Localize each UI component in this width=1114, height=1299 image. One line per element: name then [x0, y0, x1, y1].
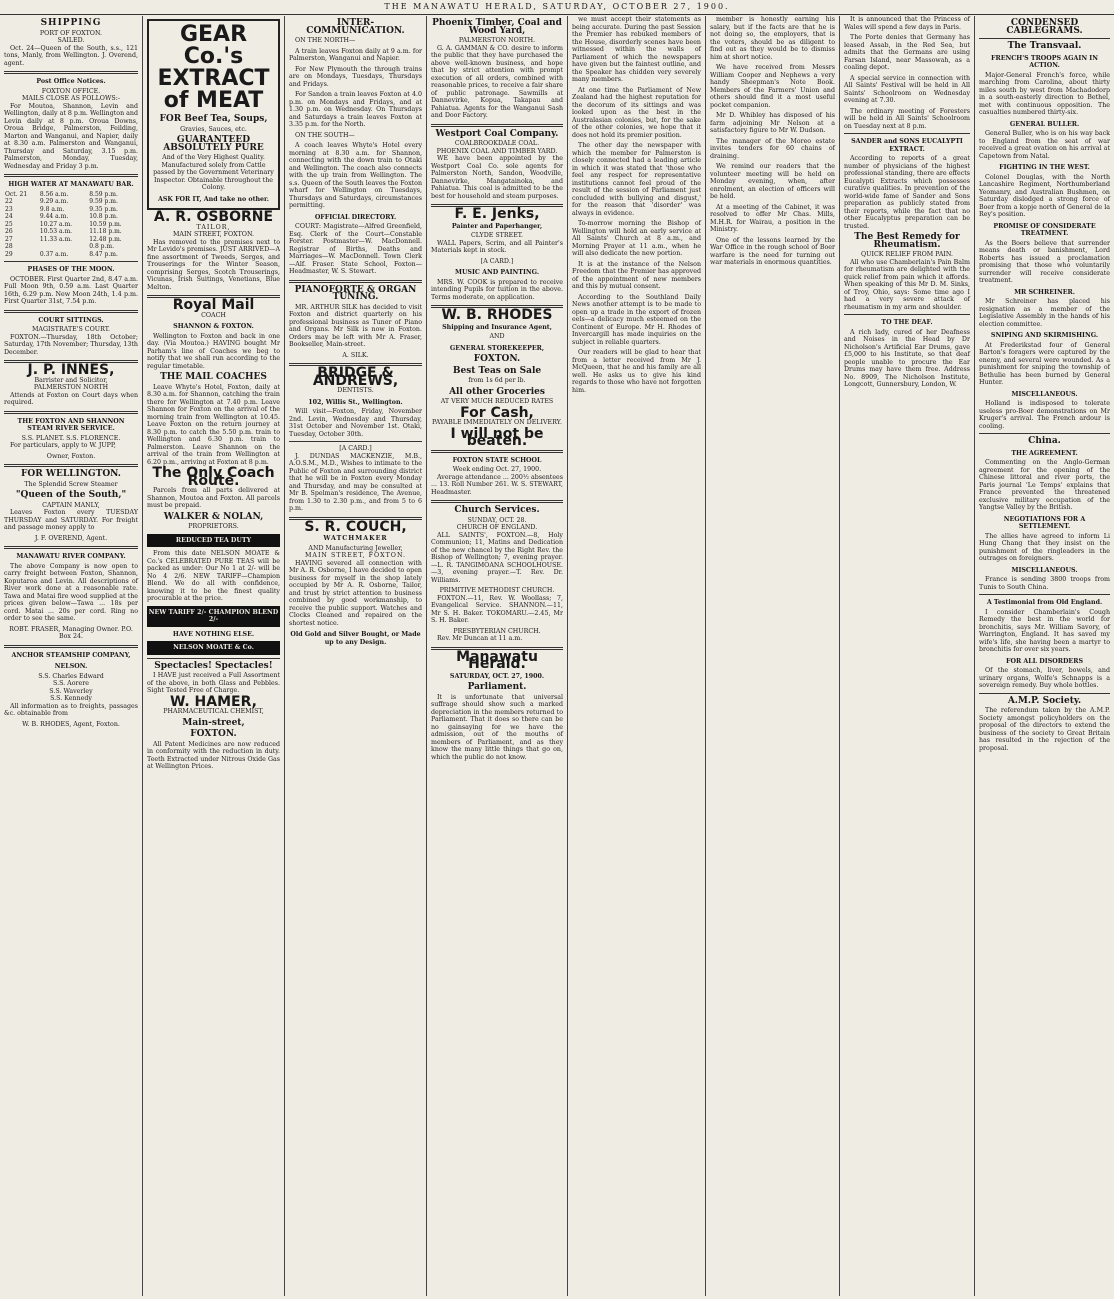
- column-4: Phoenix Timber, Coal and Wood Yard, PALMERSTON NORTH. G. A. GAMMAN & CO. desire to inform the public that they have purchased the above well-known business, and hope that by strict attention with prompt execution of all orders, combined with reasonable prices, to receive a fair share of public patronage. Sawmills at Dannevirke, Kopua, Takapau and Pahiatua. Agents for the Wanganui Sash and Door Factory. Westport Coal Company. COALBROOKDALE COAL. PHOENIX COAL AND TIMBER YARD. WE have been appointed by the Westport Coal Co. sole agents for Palmerston North, Sandon, Woodville, Dannevirke, Mangatainoka, and Pahiatua. This coal is admitted to be the best for household and steam purposes. F. E. Jenks, Painter and Paperhanger, CLYDE STREET. WALL Papers, Scrim, and all Painter's Materials kept in stock. [A CARD.] MUSIC AND PAINTING. MRS. W. COOK is prepared to receive intending Pupils for tuition in the above. Terms moderate, on application. W. B. RHODES Shipping and Insurance Agent, AND GENERAL STOREKEEPER, FOXTON. Best Teas on Sale from 1s 6d per lb. All other Groceries AT VERY MUCH REDUCED RATES For Cash, PAYABLE IMMEDIATELY ON DELIVERY. I will not be beaten. FOXTON STATE SCHOOL Week ending Oct. 27, 1900. Average attendance ... 200½ absentees ... 13. Roll Number 261. W. S. STEWART, Headmaster. Church Services. SUNDAY, OCT. 28. CHURCH OF ENGLAND. ALL SAINTS', FOXTON.—8, Holy Communion; 11, Matins and Dedication of the new chancel by the Right Rev. the Bishop of Wellington; 7, evening prayer.—L. R. TANGIMOANA SCHOOLHOUSE.—3, evening prayer.—T. Rev. Dr. Williams. PRIMITIVE METHODIST CHURCH. FOXTON.—11, Rev. W. Woollass; 7, Evangelical Service. SHANNON.—11, Mr S. H. Baker. TOKOMARU.—2.45, Mr S. H. Baker. PRESBYTERIAN CHURCH. Rev. Mr Duncan at 11 a.m. Manawatu Herald. SATURDAY, OCT. 27, 1900. Parliament. It is unfortunate that universal suffrage should show such a marked depreciation in the members returned to Parliament. That it does so there can be no gainsaying for we have the admission, out of the mouths of members of Parliament, and as they know the many little things that go on, which the public do not know.: [427, 16, 568, 1296]
- royal-mail-heading: Royal Mail: [172, 297, 255, 313]
- nelson-label: NELSON.: [54, 663, 88, 670]
- osborne-heading: A. R. OSBORNE: [153, 209, 274, 225]
- table-row: 28 0.8 p.m.: [5, 243, 115, 250]
- column-7: It is announced that the Princess of Wales will spend a few days in Paris. The Porte denies that Germany has leased Assab, in the Red Sea, but admits that the Germans are using Farsan Island, near Massowah, as a coaling depot. A special service in connection with All Saints' Festival will be held in All Saints' Schoolroom on Wednesday evening at 7.30. The ordinary meeting of Foresters will be held in All Saints' Schoolroom on Tuesday next at 8 p.m. SANDER and SONS EUCALYPTI EXTRACT. According to reports of a great number of physicians of the highest professional standing, there are effects Eucalypti Extracts which possesses curative qualities. In prevention of the world-wide fame of Sander and Sons preparation as publicly stated from their reports, while the fact that no other Eucalyptus preparation can be trusted. The Best Remedy for Rheumatism. QUICK RELIEF FROM PAIN. All who use Chamberlain's Pain Balm for rheumatism are delighted with the quick relief from pain which it affords. When speaking of this Mr D. M. Sinks, of Troy, Ohio, says: Some time ago I had a very severe attack of rheumatism in my arm and shoulder. TO THE DEAF. A rich lady, cured of her Deafness and Noises in the Head by Dr Nicholson's Artificial Ear Drums, gave £5,000 to his Institute, so that deaf people unable to procure the Ear Drums may have them free. Address No. 8909, The Nicholson Institute, Longcott, Gunnersbury, London, W.: [840, 16, 975, 1296]
- moon-heading: PHASES OF THE MOON.: [27, 266, 115, 273]
- jenks-heading: F. E. Jenks,: [454, 206, 540, 222]
- queen-sub: The Splendid Screw Steamer: [24, 480, 118, 488]
- queen-text: Leaves Foxton every TUESDAY THURSDAY and SATURDAY. For freight and passage money apply to: [4, 509, 138, 531]
- couch-heading: S. R. COUCH,: [304, 518, 407, 535]
- table-row: 24 9.44 a.m. 10.8 p.m.: [5, 213, 118, 220]
- foxton-shannon-heading: THE FOXTON AND SHANNON STEAM RIVER SERVICE.: [17, 417, 125, 432]
- table-row: 27 11.33 a.m. 12.48 p.m.: [5, 235, 122, 243]
- deaf-heading: TO THE DEAF.: [881, 319, 933, 326]
- table-row: 25 10.27 a.m. 10.59 p.m.: [5, 220, 122, 228]
- anchor-heading: ANCHOR STEAMSHIP COMPANY,: [11, 651, 131, 659]
- table-row: 29 0.37 a.m. 8.47 p.m.: [5, 250, 118, 258]
- innes-title: Barrister and Solicitor,: [34, 376, 108, 384]
- sailed-label: SAILED.: [57, 37, 85, 44]
- official-directory-heading: OFFICIAL DIRECTORY.: [314, 213, 397, 221]
- table-row: 23 9.8 a.m. 9.35 p.m.: [5, 205, 118, 213]
- cablegrams-heading: CONDENSED CABLEGRAMS.: [1006, 18, 1083, 36]
- parliament-heading: Parliament.: [467, 682, 527, 692]
- column-3: INTER-COMMUNICATION. ON THE NORTH— A train leaves Foxton daily at 9 a.m. for Palmerston, Wanganui and Napier. For New Plymouth the through trains are on Mondays, Tuesdays, Thursdays and Fridays. For Sandon a train leaves Foxton at 4.0 p.m. on Mondays and Fridays, and at 1.30 p.m. on Wednesday. On Thursdays and Saturdays a train leaves Foxton at 3.35 p.m. for the North. ON THE SOUTH— A coach leaves Whyte's Hotel every morning at 8.30 a.m. for Shannon, connecting with the down train to Otaki and Wellington. The coach also connects with the up train from Wellington. The s.s. Queen of the South leaves the Foxton wharf for Wellington on Tuesdays, Thursdays and Saturdays, circumstances permitting. OFFICIAL DIRECTORY. COURT: Magistrate—Alfred Greenfield, Esq. Clerk of the Court—Constable Forster. Postmaster—W. MacDonnell. Registrar of Births, Deaths and Marriages—W. MacDonnell. Town Clerk—Alf. Fraser. State School, Foxton—Headmaster, W. S. Stewart. PIANOFORTE & ORGAN TUNING. MR. ARTHUR SILK has decided to visit Foxton and district quarterly on his professional business as Tuner of Piano and Organs. Mr Silk is now in Foxton. Orders may be left with Mr A. Fraser, Bookseller, Main-street. A. SILK. BRIDGE & ANDREWS, DENTISTS. 102, Willis St., Wellington. Will visit—Foxton, Friday, November 2nd. Levin, Wednesday and Thursday, 31st October and November 1st. Otaki, Tuesday, October 30th. [A CARD.] J. DUNDAS MACKENZIE, M.B., A.O.S.M., M.D., Wishes to intimate to the Public of Foxton and surrounding district that he will be in Foxton every Monday and Thursday, and may be consulted at Mr B. Spelman's residence, The Avenue, from 1.30 to 2.30 p.m., and from 5 to 6 p.m. S. R. COUCH, WATCHMAKER AND Manufacturing Jeweller, MAIN STREET, FOXTON. HAVING severed all connection with Mr A. R. Osborne, I have decided to open business for myself in the shop lately occupied by Mr A. R. Osborne, Tailor, and trust by strict attention to business combined by good workmanship, to receive the public support. Watches and Clocks Cleaned and repaired on the shortest notice. Old Gold and Silver Bought, or Made up to any Design.: [285, 16, 427, 1296]
- mails-heading: MAILS CLOSE AS FOLLOWS:-: [21, 95, 120, 102]
- pianoforte-heading: PIANOFORTE & ORGAN TUNING.: [294, 284, 417, 302]
- for-wellington-heading: FOR WELLINGTON.: [21, 469, 121, 479]
- phoenix-timber-heading: Phoenix Timber, Coal and Wood Yard,: [432, 18, 562, 36]
- table-row: 26 10.53 a.m. 11.18 p.m.: [5, 228, 122, 235]
- column-5: we must accept their statements as being accurate. During the past Session the Premier has rebuked members of the House, disorderly scenes have been witnessed within the walls of Parliament of which the newspapers have given but the faintest outline, and the Speaker has chidden very severely many members. At one time the Parliament of New Zealand had the highest reputation for the decorum of its sittings and was looked upon as the best in the Australasian colonies, but, for the sake of the other colonies, we hope that it does not hold its premier position. The other day the newspaper with which the member for Palmerston is closely connected had a leading article in which it was stated that 'those who feel any respect for representative institutions cannot feel proud of the result of the session of Parliament just concluded with bullying and disgust,' for the reason that 'disorder' was always in evidence. To-morrow morning the Bishop of Wellington will hold an early service at All Saints' Church at 8 a.m., and Morning Prayer at 11 a.m., when he will also dedicate the new portion. It is at the instance of the Nelson Freedom that the Premier has approved of the appointment of new members and this by mutual consent. According to the Southland Daily News another attempt is to be made to open up a trade in the export of frozen eels—a delicacy much esteemed on the Continent of Europe. Mr H. Rhodes of Invercargill has made inquiries on the subject in reliable quarters. Our readers will be glad to hear that from a letter received from Mr J. McQueen, that he and his family are all well. He asks us to give his kind regards to those who have not forgotten him.: [568, 16, 706, 1296]
- column-1: [0, 16, 143, 1296]
- port-subhead: PORT OF FOXTON.: [39, 29, 103, 37]
- church-services-heading: Church Services.: [454, 505, 540, 515]
- court-heading: COURT SITTINGS.: [38, 316, 104, 324]
- divider: [4, 71, 138, 74]
- amp-society-heading: A.M.P. Society.: [1007, 695, 1082, 706]
- queen-of-south: "Queen of the South,": [15, 490, 127, 500]
- best-remedy-heading: The Best Remedy for Rheumatism.: [854, 232, 960, 250]
- court-text: FOXTON.—Thursday, 18th October; Saturday, 17th November; Thursday, 13th December.: [4, 333, 138, 356]
- shipping-heading: SHIPPING: [40, 18, 102, 28]
- steam-text: For particulars, apply to W. JUPP,: [10, 442, 116, 449]
- post-office-sub: FOXTON OFFICE.: [41, 87, 101, 95]
- tide-heading: HIGH WATER AT MANAWATU BAR.: [8, 181, 134, 188]
- ship-2: S.S. Aorere: [53, 680, 89, 687]
- river-text: The above Company is now open to carry freight between Foxton, Shannon, Koputaroa and Levin. All descriptions of River work done at a reasonable rate. Tawa and Matai fire wood supplied at the prices given below—Tawa ... 18s per cord. Matai ... 20s per cord. Ring no order to see the same.: [4, 562, 138, 622]
- steam-owner: Owner, Foxton.: [46, 452, 96, 460]
- walker-nolan: WALKER & NOLAN,: [163, 511, 264, 522]
- ship-1: S.S. Charles Edward: [38, 672, 104, 680]
- school-heading: FOXTON STATE SCHOOL: [452, 456, 542, 464]
- manawatu-herald-title: Manawatu Herald.: [456, 648, 538, 672]
- sander-heading: SANDER and SONS EUCALYPTI EXTRACT.: [851, 138, 963, 153]
- moon-text: OCTOBER. First Quarter 2nd, 8.47 a.m. Full Moon 9th, 0.59 a.m. Last Quarter 16th, 6.29 p.m. New Moon 24th, 1.4 p.m. First Quarter 31st, 7.54 p.m.: [4, 275, 138, 305]
- table-row: 22 9.29 a.m. 9.59 p.m.: [5, 198, 118, 205]
- steam-ships: S.S. PLANET. S.S. FLORENCE.: [21, 434, 121, 442]
- nelson-moate-banner: NELSON MOATE & Co.: [147, 641, 280, 655]
- innes-name: J. P. INNES,: [27, 362, 115, 378]
- table-row: Oct. 21 8.56 a.m. 8.59 p.m.: [5, 190, 118, 198]
- shipping-text: Oct. 24—Queen of the South, s.s., 121 tons, Manly, from Wellington. J. Overend, agent.: [4, 44, 138, 67]
- china-heading: China.: [1028, 436, 1061, 446]
- rhodes-heading: W. B. RHODES: [441, 307, 553, 323]
- intercommunication-heading: INTER-COMMUNICATION.: [306, 18, 405, 36]
- only-coach-route: The Only Coach Route.: [152, 465, 275, 489]
- innes-place: PALMERSTON NORTH: [33, 384, 109, 391]
- testimonial-heading: A Testimonial from Old England.: [986, 599, 1103, 606]
- tea-duty-banner: REDUCED TEA DUTY: [147, 534, 280, 548]
- ship-3: S.S. Waverley: [49, 687, 93, 695]
- westport-coal-heading: Westport Coal Company.: [435, 128, 559, 139]
- river-manager: ROBT. FRASER, Managing Owner. P.O. Box 24.: [9, 625, 133, 640]
- mail-text: Wellington to Foxton and back in one day. (Via Moutoa.) HAVING bought Mr Parham's line of Coaches we beg to notify that we shall run according to the regular timetable.: [147, 332, 280, 370]
- captain: CAPTAIN MANLY,: [42, 501, 100, 509]
- gear-co-ad: GEAR Co.'s EXTRACT of MEAT FOR Beef Tea, Soups, Gravies, Sauces, etc. GUARANTEED ABSOLUTELY PURE And of the Very Highest Quality. Manufactured solely from Cattle passed by the Government Veterinary Inspector. Obtainable throughout the Colony. ASK FOR IT, And take no other.: [147, 19, 280, 210]
- champion-blend-banner: NEW TARIFF 2/- CHAMPION BLEND 2/-: [147, 606, 280, 627]
- anchor-agent: W. B. RHODES, Agent, Foxton.: [22, 720, 120, 728]
- innes-text: Attends at Foxton on Court days when required.: [4, 391, 138, 406]
- mail-coaches-heading: THE MAIL COACHES: [160, 372, 267, 382]
- mails-text: For Moutoa, Shannon, Levin and Wellington, daily at 8 p.m. Wellington and Levin daily at 8 p.m. Oroua Downs, Oroua Bridge, Palmerston, Feilding, Marton and Wanganui, and Napier, daily at 8.30 a.m. Palmerston and Wanganui, Thursday and Saturday, 3.15 p.m. Palmerston, Monday, Tuesday, Wednesday and Friday 3 p.m.: [4, 102, 138, 170]
- post-office-heading: Post Office Notices.: [36, 78, 106, 85]
- ship-4: S.S. Kennedy: [50, 695, 92, 702]
- page-header: THE MANAWATU HERALD, SATURDAY, OCTOBER 27, 1900.: [0, 0, 1114, 15]
- column-2: GEAR Co.'s EXTRACT of MEAT FOR Beef Tea, Soups, Gravies, Sauces, etc. GUARANTEED ABSOLUTELY PURE And of the Very Highest Quality. Manufactured solely from Cattle passed by the Government Veterinary Inspector. Obtainable throughout the Colony. ASK FOR IT, And take no other. A. R. OSBORNE TAILOR, MAIN STREET, FOXTON. Has removed to the premises next to Mr Levido's premises. JUST ARRIVED—A fine assortment of Tweeds, Serges, and Trouserings for the Winter Season, comprising Serges, Scotch Trouserings, Vicunas, Irish Suitings, Venetians, Blue Melton. Royal Mail COACH SHANNON & FOXTON. Wellington to Foxton and back in one day. (Via Moutoa.) HAVING bought Mr Parham's line of Coaches we beg to notify that we shall run according to the regular timetable. THE MAIL COACHES Leave Whyte's Hotel, Foxton, daily at 8.30 a.m. for Shannon, catching the train there for Wellington at 7.40 p.m. Leave Shannon for Foxton on the arrival of the morning train from Wellington at 10.45. Leave Foxton on the return journey at 8.30 p.m. to catch the 5.50 p.m. train to Wellington and 6.30 p.m. train to Palmerston. Leave Shannon on the arrival of the train from Wellington at 6.20 p.m., arriving at Foxton at 8 p.m. The Only Coach Route. Parcels from all parts delivered at Shannon, Moutoa and Foxton. All parcels must be prepaid. WALKER & NOLAN, PROPRIETORS. REDUCED TEA DUTY From this date NELSON MOATE & Co.'s CELEBRATED PURE TEAS will be packed as under: Our No 1 at 2/- will be No 4 2/6. NEW TARIFF—Champion Blend. We do all with confidence, knowing it to be the finest quality procurable at the price. NEW TARIFF 2/- CHAMPION BLEND 2/- HAVE NOTHING ELSE. NELSON MOATE & Co. Spectacles! Spectacles! I HAVE just received a Full Assortment of the above, in both Glass and Pebbles. Sight Tested Free of Charge. W. HAMER, PHARMACEUTICAL CHEMIST, Main-street, FOXTON. All Patent Medicines are now reduced in conformity with the reduction in duty. Teeth Extracted under Nitrous Oxide Gas at Wellington Prices.: [143, 16, 285, 1296]
- column-6: member is honestly earning his salary, but if the facts are that he is not doing so, the employers, that is the voters, should be as diligent to find out as they would be to dismiss him at short notice. We have received from Messrs William Cooper and Nephews a very handy Sheepman's Note Book. Members of the Farmers' Union and others should find it a most useful pocket companion. Mr D. Whibley has disposed of his farm adjoining Mr Nelson at a satisfactory figure to Mr W. Dudson. The manager of the Moreo estate invites tenders for 60 chains of draining. We remind our readers that the volunteer meeting will be held on Monday evening, when, after enrolment, an election of officers will be held. At a meeting of the Cabinet, it was resolved to offer Mr Chas. Mills, M.H.R. for Wairau, a position in the Ministry. One of the lessons learned by the War Office in the rough school of Boer warfare is the need for turning out war materials in enormous quantities.: [706, 16, 840, 1296]
- manawatu-river-heading: MANAWATU RIVER COMPANY.: [16, 553, 126, 560]
- anchor-text: All information as to freights, passages &c. obtainable from: [4, 702, 138, 717]
- overend: J. F. OVEREND, Agent.: [34, 534, 108, 542]
- music-painting-heading: MUSIC AND PAINTING.: [454, 269, 540, 276]
- spectacles-heading: Spectacles! Spectacles!: [154, 660, 273, 671]
- court-sub: MAGISTRATE'S COURT.: [31, 326, 110, 333]
- transvaal-heading: The Transvaal.: [1007, 41, 1082, 51]
- bridge-andrews-heading: BRIDGE & ANDREWS,: [312, 365, 399, 389]
- osborne-text: Has removed to the premises next to Mr Levido's premises. JUST ARRIVED—A fine assortment of Tweeds, Serges, and Trouserings for the Winter Season, comprising Serges, Scotch Trouserings, Vicunas, Irish Suitings, Venetians, Blue Melton.: [147, 238, 280, 291]
- column-8: CONDENSED CABLEGRAMS. The Transvaal. FRENCH'S TROOPS AGAIN IN ACTION. Major-General French's force, while marching from Carolina, about thirty miles south by west from Machadodorp in a south-easterly direction to Bethel, met with continuous opposition. The casualties numbered thirty-six. GENERAL BULLER. General Buller, who is on his way back to England from the seat of war received a great ovation on his arrival at Capetown from Natal. FIGHTING IN THE WEST. Colonel Douglas, with the North Lancashire Regiment, Northumberland Yeomanry, and Australian Bushmen, on Saturday dislodged a strong force of Boer from a kopje north of General de la Rey's position. PROMISE OF CONSIDERATE TREATMENT. As the Boers believe that surrender means death or banishment, Lord Roberts has issued a proclamation promising that those who voluntarily surrender will receive considerate treatment. MR SCHREINER. Mr Schreiner has placed his resignation as a member of the Legislative Assembly in the hands of his election committee. SNIPING AND SKIRMISHING. At Frederikstad four of General Barton's foragers were captured by the enemy, and several were wounded. As a punishment for sniping the township of Bethulie has been burned by General Hunter. MISCELLANEOUS. Holland is indisposed to tolerate useless pro-Boer demonstrations on Mr Kruger's arrival. The French ardour is cooling. China. THE AGREEMENT. Commenting on the Anglo-German agreement for the opening of the Chinese littoral and river ports, the Paris journal 'Le Temps' explains that France prevented the threatened exclusive military occupation of the Yangtse Valley by the British. NEGOTIATIONS FOR A SETTLEMENT. The allies have agreed to inform Li Hung Chang that they insist on the punishment of the ringleaders in the outrages on foreigners. MISCELLANEOUS. France is sending 3800 troops from Tunis to South China. A Testimonial from Old England. I consider Chamberlain's Cough Remedy the best in the world for bronchitis, says Mr. William Savory, of Warrington, England. It has saved my wife's life, she having been a martyr to bronchitis for over six years. FOR ALL DISORDERS Of the stomach, liver, bowels, and urinary organs, Wolfe's Schnapps is a sovereign remedy. Buy whole bottles. A.M.P. Society. The referendum taken by the A.M.P. Society amongst policyholders on the proposal of the directors to extend the business of the society to Great Britain has resulted in the rejection of the proposal.: [979, 18, 1110, 752]
- herald-date: SATURDAY, OCT. 27, 1900.: [449, 672, 545, 680]
- hamer-heading: W. HAMER,: [170, 693, 257, 710]
- tide-table: [4, 191, 138, 259]
